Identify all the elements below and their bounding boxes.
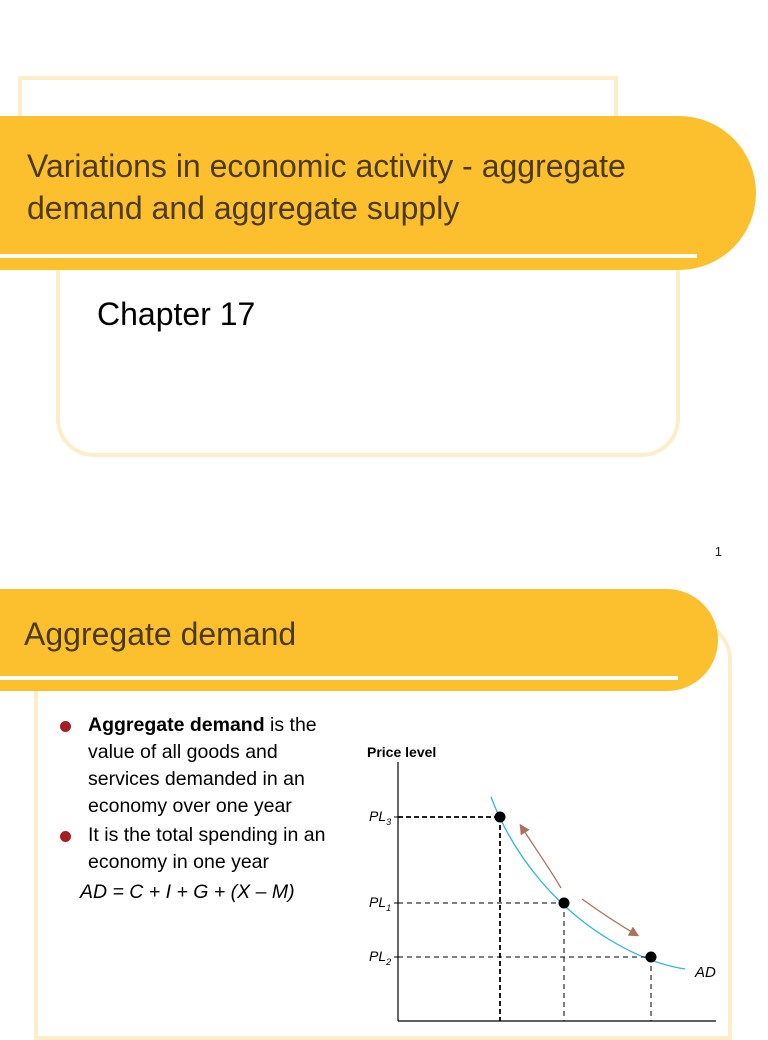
slide1-title: Variations in economic activity - aggregate demand and aggregate supply xyxy=(27,148,626,226)
arrow-down-right xyxy=(582,899,637,935)
ad-formula: AD = C + I + G + (X – M) xyxy=(80,881,295,903)
equilibrium-point xyxy=(559,898,570,909)
slide-number: 1 xyxy=(714,544,722,559)
y-axis-label: Price level xyxy=(367,744,437,760)
ad-curve xyxy=(491,797,685,969)
bullet-bold-term: Aggregate demand xyxy=(88,714,265,736)
equilibrium-point xyxy=(495,812,506,823)
slide2-title: Aggregate demand xyxy=(24,616,297,652)
price-level-tick-label: $PL_3$ xyxy=(369,808,392,827)
bullet-text: is the value of all goods and services demanded in an economy over one year xyxy=(88,714,317,817)
arrow-up-left xyxy=(521,826,561,888)
equilibrium-point xyxy=(646,952,657,963)
price-level-tick-label: $PL_1$ xyxy=(369,894,392,913)
ad-curve-label: AD xyxy=(695,964,716,981)
slide1-subtitle: Chapter 17 xyxy=(97,296,256,332)
bullet-text: It is the total spending in an economy in one year xyxy=(88,824,326,873)
price-level-tick-label: $PL_2$ xyxy=(369,948,392,967)
